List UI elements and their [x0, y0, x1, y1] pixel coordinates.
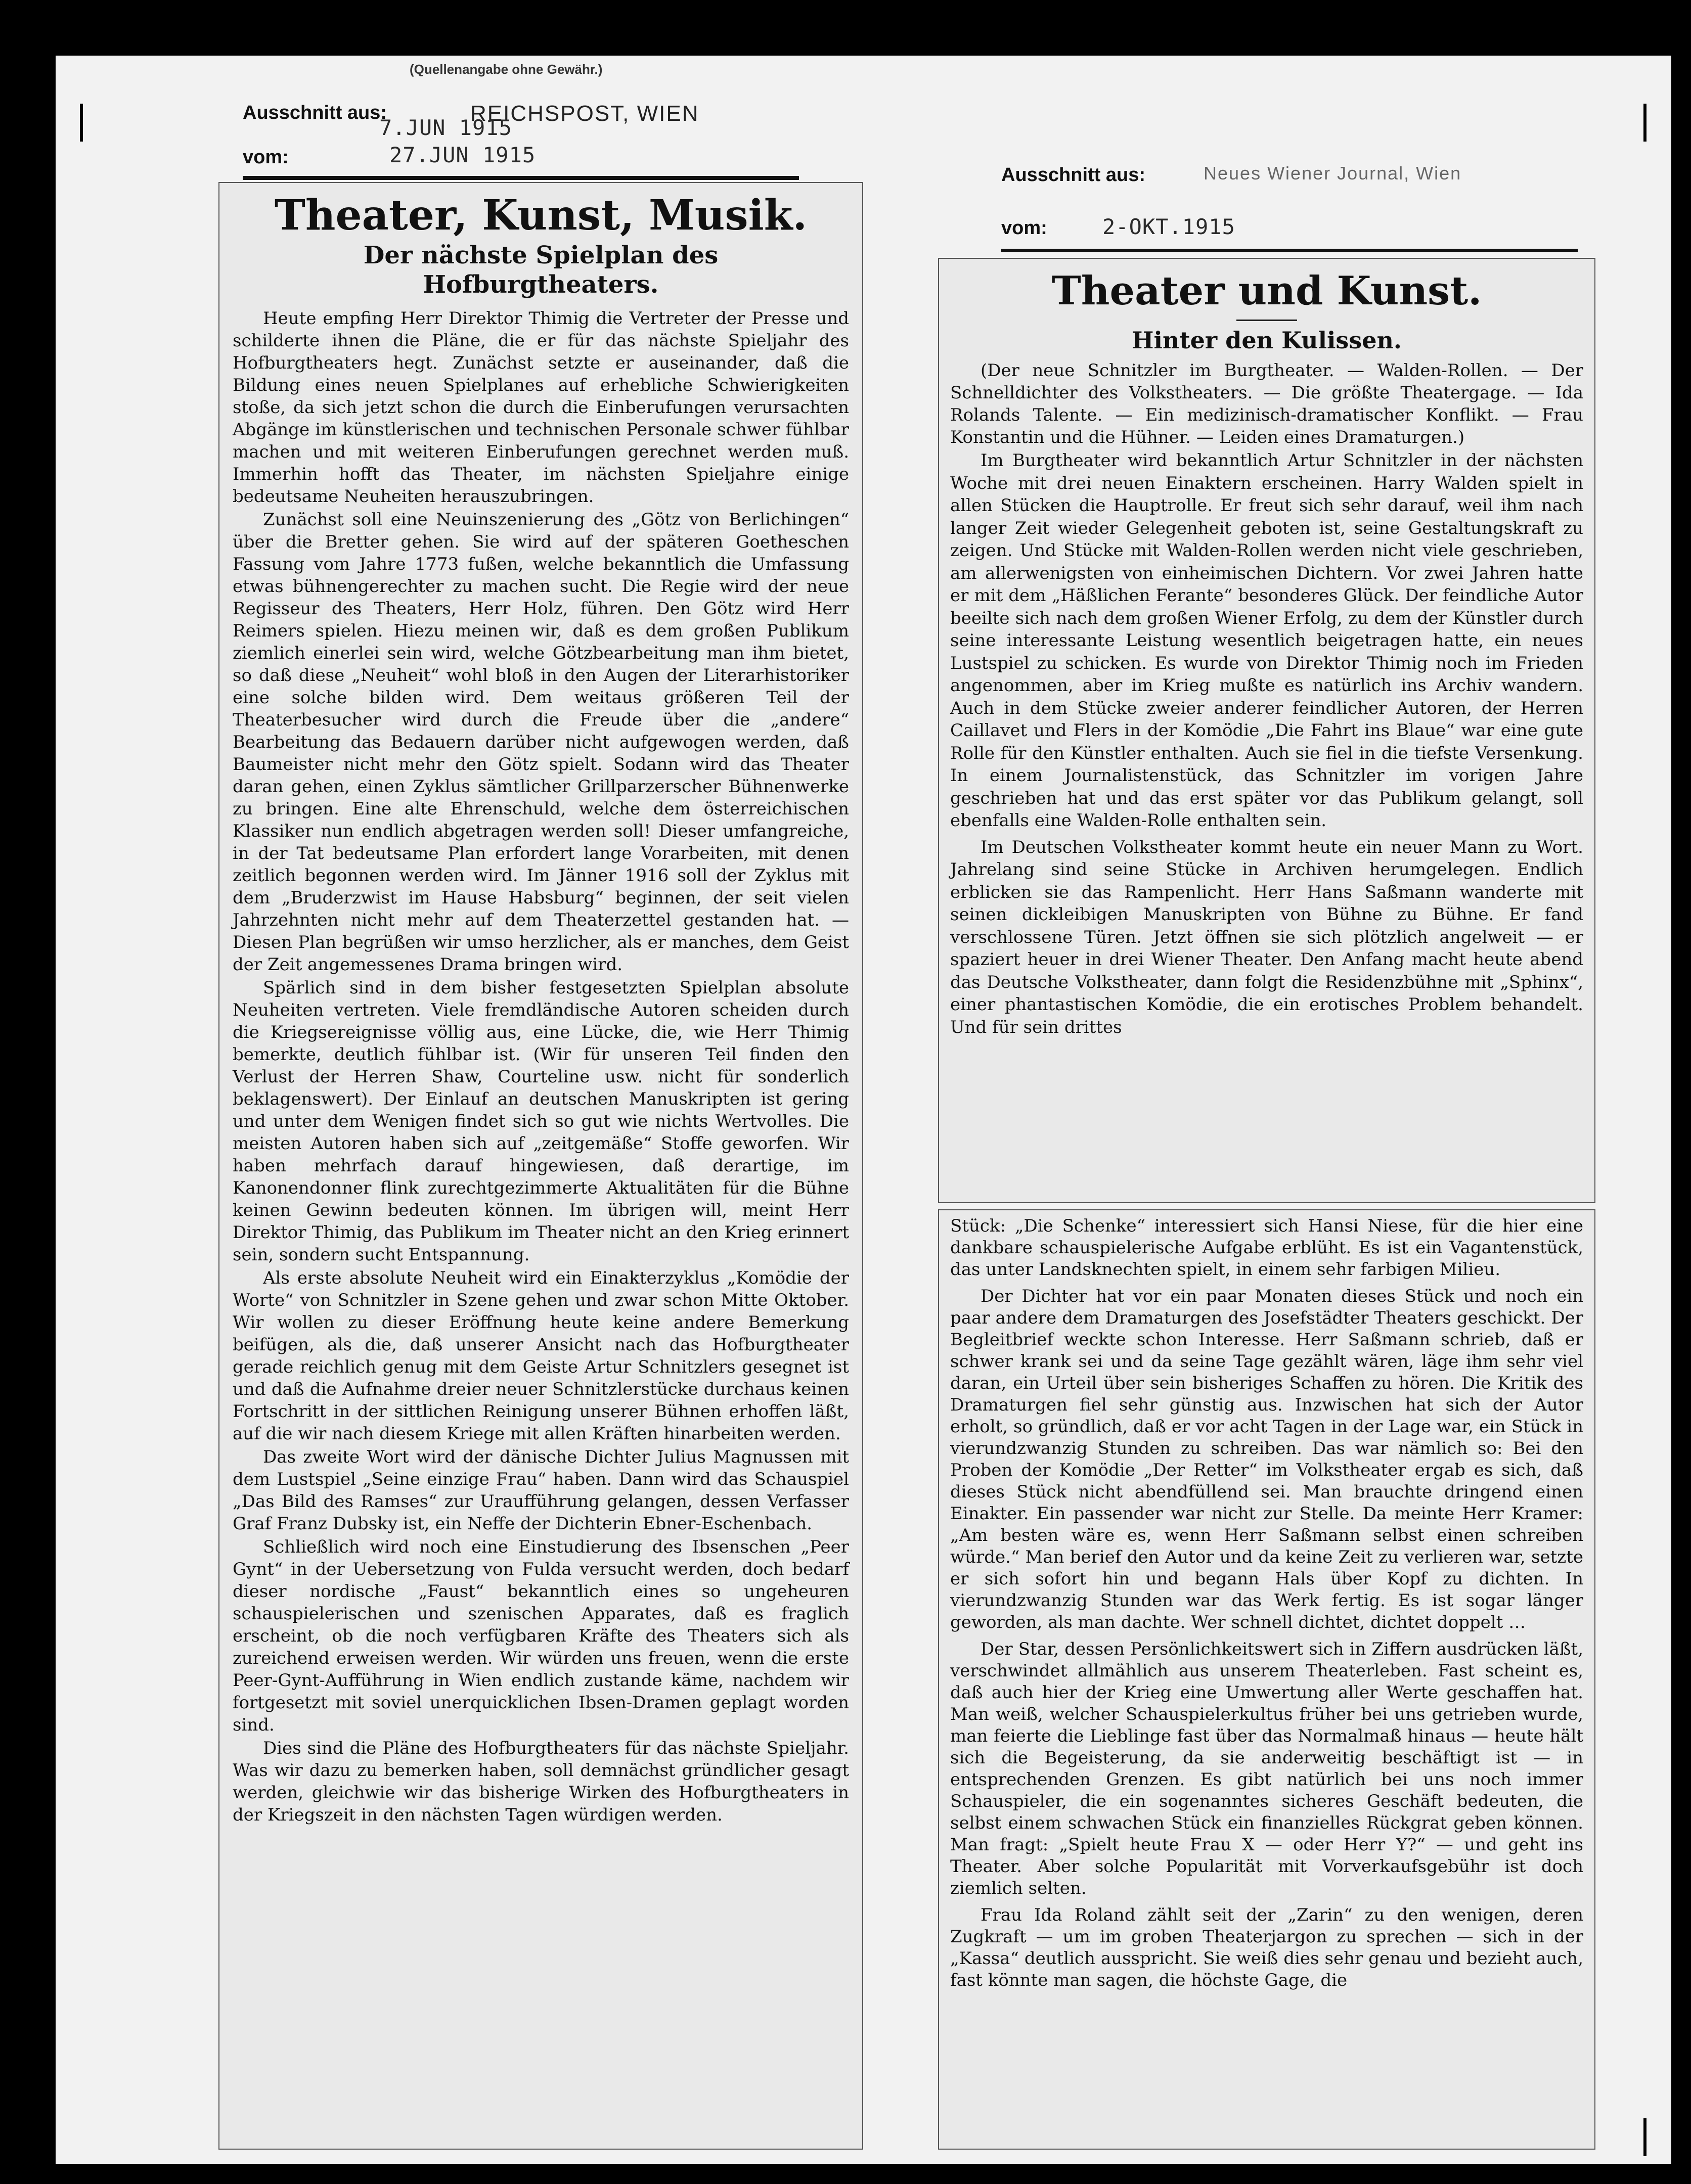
left-source-name: REICHSPOST, WIEN — [470, 101, 699, 126]
left-paragraph-2: Zunächst soll eine Neuinszenierung des „Götz von Berlichingen“ über die Bretter gehen. Sie wird auf der späteren Goetheschen Fassung vom Jahre 1773 fußen, welche bekanntlich die Umfassung etwas bühnengerechter zu machen sucht. Die Regie wird der neue Regisseur des Theaters, Herr Holz, führen. Den Götz wird Herr Reimers spielen. Hiezu meinen wir, daß es dem großen Publikum ziemlich einerlei sein wird, welche Götzbearbeitung man ihm bietet, so daß diese „Neuheit“ wohl bloß in den Augen der Literarhistoriker eine solche bilden wird. Dem weitaus größeren Teil der Theaterbesucher wird durch die Freude über die „andere“ Bearbeitung das Bedauern darüber nicht aufgewogen werden, daß Baumeister nicht mehr den Götz spielt. Sodann wird das Theater daran gehen, einen Zyklus sämtlicher Grillparzerscher Bühnenwerke zu bringen. Eine alte Ehrenschuld, welche dem österreichischen Klassiker nun endlich abgetragen werden soll! Dieser umfangreiche, in der Tat bedeutsame Plan erfordert lange Vorarbeiten, mit denen zeitlich begonnen werden wird. Im Jänner 1916 soll der Zyklus mit dem „Bruderzwist im Hause Habsburg“ beginnen, der seit vielen Jahrzehnten nicht mehr auf dem Theaterzettel gestanden hat. — Diesen Plan begrüßen wir umso herzlicher, als er manches, dem Geist der Zeit angemessenes Drama bringen wird. — [233, 510, 849, 975]
right-headline: Hinter den Kulissen. — [1132, 327, 1402, 354]
right-paragraph-1: Im Burgtheater wird bekanntlich Artur Schnitzler in der nächsten Woche mit drei neuen Einaktern erscheinen. Harry Walden spielt in allen Stücken die Hauptrolle. Er freut sich sehr darauf, weil ihm nach langer Zeit wieder Gelegenheit geboten ist, seine Gestaltungskraft zu zeigen. Und Stücke mit Walden-Rollen werden nicht viele geschrieben, am allerwenigsten von einheimischen Dichtern. Vor zwei Jahren hatte er mit dem „Häßlichen Ferante“ besonderes Glück. Der feindliche Autor beeilte sich nach dem großen Wiener Erfolg, zu dem der Künstler durch seine interessante Leistung wesentlich beigetragen hatte, ein neues Lustspiel zu schicken. Es wurde von Direktor Thimig noch im Frieden angenommen, aber im Krieg mußte es natürlich ins Archiv wandern. Auch in dem Stücke zweier anderer feindlicher Autoren, der Herren Caillavet und Flers in der Komödie „Die Fahrt ins Blaue“ war eine gute Rolle für den Künstler enthalten. Auch sie fiel in die tiefste Versenkung. In einem Journalistenstück, das Schnitzler im vorigen Jahre geschrieben hat und das erst später vor das Publikum gelangt, soll ebenfalls eine Walden-Rolle enthalten sein. — [950, 450, 1583, 831]
left-header-rule — [243, 176, 799, 180]
corner-mark-top-right — [1643, 104, 1647, 142]
right-source-name: Neues Wiener Journal, Wien — [1204, 163, 1462, 184]
left-source-note: (Quellenangabe ohne Gewähr.) — [410, 62, 603, 77]
left-masthead: Theater, Kunst, Musik. — [274, 191, 808, 240]
right-clipping-lower — [938, 1209, 1595, 2150]
left-clipping — [218, 182, 863, 2150]
left-paragraph-6: Schließlich wird noch eine Einstudierung des Ibsenschen „Peer Gynt“ in der Uebersetzung von Fulda versucht werden, doch bedarf dieser nordische „Faust“ bekanntlich eines so ungeheuren schauspielerischen und szenischen Apparates, daß es fraglich erscheint, ob die noch verfügbaren Kräfte des Theaters sich als zureichend erweisen werden. Wir würden uns freuen, wenn die erste Peer-Gynt-Aufführung in Wien endlich zustande käme, nachdem wir fortgesetzt mit soviel unerquicklichen Ibsen-Dramen geplagt worden sind. — [233, 1537, 849, 1735]
left-paragraph-1: Heute empfing Herr Direktor Thimig die Vertreter der Presse und schilderte ihnen die Pläne, die er für das nächste Spieljahr des Hofburgtheaters hegt. Zunächst setzte er auseinander, daß die Bildung eines neuen Spielplanes auf erhebliche Schwierigkeiten stoße, da sich jetzt schon die durch die Einberufungen verursachten Abgänge im künstlerischen und technischen Personale schwer fühlbar machen und mit weiteren Einberufungen gerechnet werden muß. Immerhin hofft das Theater, im nächsten Spieljahre einige bedeutsame Neuheiten herauszubringen. — [233, 308, 849, 507]
left-stamp-date-1: 7.JUN 1915 — [379, 115, 512, 140]
right-paragraph-3: Stück: „Die Schenke“ interessiert sich Hansi Niese, für die hier eine dankbare schauspielerische Aufgabe erblüht. Es ist ein Vagantenstück, das unter Landsknechten spielt, in einem sehr farbigen Milieu. — [950, 1216, 1583, 1280]
left-paragraph-5: Das zweite Wort wird der dänische Dichter Julius Magnussen mit dem Lustspiel „Seine einzige Frau“ haben. Dann wird das Schauspiel „Das Bild des Ramses“ zur Uraufführung gelangen, dessen Verfasser Graf Franz Dubsky ist, ein Neffe der Dichterin Ebner-Eschenbach. — [233, 1447, 849, 1534]
right-ausschnitt-label: Ausschnitt aus: — [1001, 164, 1146, 186]
right-paragraph-5: Der Star, dessen Persönlichkeitswert sich in Ziffern ausdrücken läßt, verschwindet allmählich aus unserem Theaterleben. Fast scheint es, daß auch hier der Krieg eine Umwertung aller Werte geschaffen hat. Man weiß, welcher Schauspielerkultus früher bei uns getrieben wurde, man feierte die Lieblinge fast über das Normalmaß hinaus — heute hält sich die Begeisterung, da sie anderweitig beschäftigt ist — in entsprechenden Grenzen. Es gibt natürlich bei uns noch immer Schauspieler, die ein sogenanntes sicheres Geschäft bedeuten, die selbst einem schwachen Stück ein finanzielles Rückgrat geben können. Man fragt: „Spielt heute Frau X — oder Herr Y?“ — und geht ins Theater. Aber solche Popularität mit Vorverkaufsgebühr ist doch ziemlich selten. — [950, 1639, 1583, 1898]
left-stamp-date-2: 27.JUN 1915 — [389, 143, 536, 167]
right-masthead-rule — [1236, 320, 1297, 321]
right-paragraph-4: Der Dichter hat vor ein paar Monaten dieses Stück und noch ein paar andere dem Dramaturgen des Josefstädter Theaters geschickt. Der Begleitbrief weckte schon Interesse. Herr Saßmann schrieb, daß er schwer krank sei und da seine Tage gezählt wären, läge ihm sehr viel daran, ein Urteil über sein bisheriges Schaffen zu hören. Die Kritik des Dramaturgen fiel sehr günstig aus. Inzwischen hat sich der Autor erholt, so gründlich, daß er vor acht Tagen in der Lage war, ein Stück in vierundzwanzig Stunden zu schreiben. Das war nämlich so: Bei den Proben der Komödie „Der Retter“ im Volkstheater ergab es sich, daß dieses Stück nicht abendfüllend sei. Man brauchte dringend einen Einakter. Ein passender war nicht zur Stelle. Da meinte Herr Kramer: „Am besten wäre es, wenn Herr Saßmann selbst einen schreiben würde.“ Man berief den Autor und da keine Zeit zu verlieren war, setzte er sich sofort hin und begann Hals über Kopf zu dichten. In vierundzwanzig Stunden war das Werk fertig. Es ist sogar länger geworden, als man dachte. Wer schnell dichtet, dichtet doppelt … — [950, 1286, 1583, 1632]
left-paragraph-7: Dies sind die Pläne des Hofburgtheaters für das nächste Spieljahr. Was wir dazu zu bemerken haben, soll demnächst gründlicher gesagt werden, gleichwie wir das bisherige Wirken des Hofburgtheaters in der Kriegszeit in den nächsten Tagen würdigen werden. — [233, 1738, 849, 1825]
right-paragraph-6: Frau Ida Roland zählt seit der „Zarin“ zu den wenigen, deren Zugkraft — um im groben Theaterjargon zu sprechen — sich in der „Kassa“ deutlich ausspricht. Sie weiß dies sehr genau und bezieht auch, fast könnte man sagen, die höchste Gage, die — [950, 1905, 1583, 1990]
right-summary: (Der neue Schnitzler im Burgtheater. — Walden-Rollen. — Der Schnelldichter des Volkstheaters. — Die größte Theatergage. — Ida Rolands Talente. — Ein medizinisch-dramatischer Konflikt. — Frau Konstantin und die Hühner. — Leiden eines Dramaturgen.) — [950, 360, 1583, 447]
left-headline: Der nächste Spielplan des Hofburgtheaters. — [363, 241, 719, 299]
left-paragraph-4: Als erste absolute Neuheit wird ein Einakterzyklus „Komödie der Worte“ von Schnitzler in Szene gehen und zwar schon Mitte Oktober. Wir wollen zu dieser Eröffnung heute keine andere Bemerkung beifügen, als die, daß unserer Ansicht nach das Hofburgtheater gerade reichlich genug mit dem Geiste Artur Schnitzlers gesegnet ist und daß die Aufnahme dreier neuer Schnitzlerstücke durchaus keinen Fortschritt in der sittlichen Reinigung unserer Bühnen erhoffen läßt, auf die wir nach diesem Kriege mit allen Kräften hinarbeiten werden. — [233, 1268, 849, 1444]
archive-sheet — [56, 56, 1671, 2164]
right-vom-label: vom: — [1001, 217, 1047, 239]
left-paragraph-3: Spärlich sind in dem bisher festgesetzten Spielplan absolute Neuheiten vertreten. Viele fremdländische Autoren scheiden durch die Kriegsereignisse völlig aus, eine Lücke, die, wie Herr Thimig bemerkte, deutlich fühlbar ist. (Wir für unseren Teil finden den Verlust der Herren Shaw, Courteline usw. nicht für sonderlich beklagenswert). Der Einlauf an deutschen Manuskripten ist gering und unter dem Wenigen findet sich so gut wie nichts Wertvolles. Die meisten Autoren haben sich auf „zeitgemäße“ Stoffe geworfen. Wir haben mehrfach darauf hingewiesen, daß derartige, im Kanonendonner flink zurechtgezimmerte Aktualitäten für die Bühne keinen Gewinn bedeuten können. Im übrigen will, meint Herr Direktor Thimig, das Publikum im Theater nicht an den Krieg erinnert sein, sondern sucht Entspannung. — [233, 978, 849, 1265]
left-ausschnitt-label: Ausschnitt aus: — [243, 102, 387, 123]
right-stamp-date: 2-OKT.1915 — [1102, 214, 1235, 239]
corner-mark-top-left — [80, 104, 83, 142]
right-paragraph-2: Im Deutschen Volkstheater kommt heute ein neuer Mann zu Wort. Jahrelang sind seine Stücke in Archiven herumgelegen. Endlich erblicken sie das Rampenlicht. Herr Hans Saßmann wanderte mit seinen dickleibigen Manuskripten von Bühne zu Bühne. Er fand verschlossene Türen. Jetzt öffnen sie sich plötzlich angelweit — er spaziert heuer in drei Wiener Theater. Den Anfang macht heute abend das Deutsche Volkstheater, dann folgt die Residenzbühne mit „Sphinx“, einer phantastischen Komödie, die ein erotisches Problem behandelt. Und für sein drittes — [950, 837, 1583, 1037]
left-vom-label: vom: — [243, 147, 289, 168]
right-clipping-upper — [938, 258, 1595, 1203]
right-masthead: Theater und Kunst. — [1051, 268, 1482, 314]
right-header-rule — [1001, 249, 1578, 252]
corner-mark-bottom-right — [1643, 2118, 1647, 2156]
